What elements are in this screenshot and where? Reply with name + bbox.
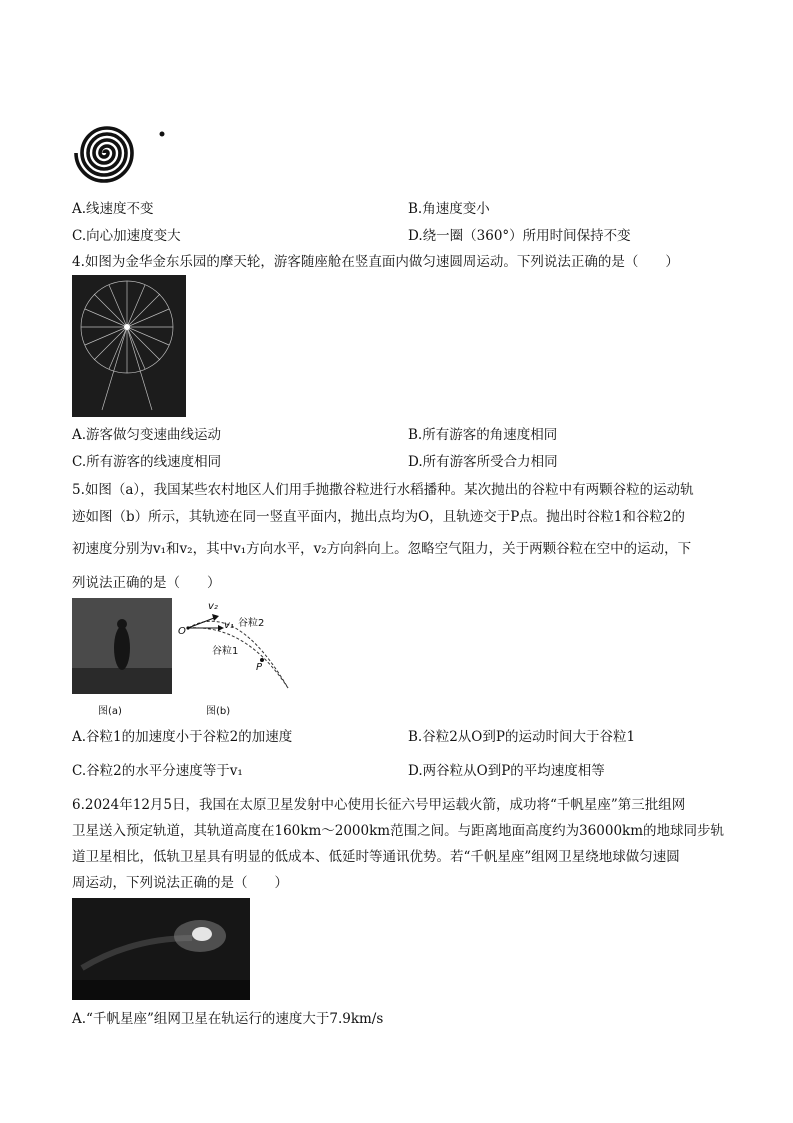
q4-option-a[interactable]: A.游客做匀变速曲线运动 (72, 427, 222, 443)
sowing-photo (72, 598, 172, 694)
q5-option-a[interactable]: A.谷粒1的加速度小于谷粒2的加速度 (72, 729, 293, 745)
q3-option-c[interactable]: C.向心加速度变大 (72, 228, 181, 244)
q5-stem-line-3: 初速度分别为v₁和v₂，其中v₁方向水平，v₂方向斜向上。忽略空气阻力，关于两颗谷粒在空中的运动，下 (72, 541, 692, 557)
rocket-launch-photo (72, 898, 250, 1000)
q5-option-d[interactable]: D.两谷粒从O到P的平均速度相等 (408, 763, 605, 779)
figure-b-caption: 图(b) (206, 706, 231, 717)
q5-option-c[interactable]: C.谷粒2的水平分速度等于v₁ (72, 763, 243, 779)
q4-stem: 4.如图为金华金东乐园的摩天轮，游客随座舱在竖直面内做匀速圆周运动。下列说法正确的是（ ） (72, 254, 679, 270)
point-o-label: O (178, 626, 186, 637)
q5-stem-line-2: 迹如图（b）所示，其轨迹在同一竖直平面内，抛出点均为O，且轨迹交于P点。抛出时谷粒1和谷粒2的 (72, 509, 685, 525)
v1-label: v₁ (224, 620, 234, 631)
q6-option-a[interactable]: A.“千帆星座”组网卫星在轨运行的速度大于7.9km/s (72, 1011, 384, 1027)
ferris-wheel-photo (72, 275, 186, 417)
trajectory-diagram (176, 598, 294, 694)
q3-option-a[interactable]: A.线速度不变 (72, 201, 154, 217)
q6-stem-line-3: 道卫星相比，低轨卫星具有明显的低成本、低延时等通讯优势。若“千帆星座”组网卫星绕地球做匀速圆 (72, 849, 680, 865)
q4-option-c[interactable]: C.所有游客的线速度相同 (72, 454, 222, 470)
spiral-figure (72, 122, 168, 186)
v2-label: v₂ (208, 601, 218, 612)
grain1-label: 谷粒1 (212, 646, 239, 657)
q5-stem-line-1: 5.如图（a），我国某些农村地区人们用手抛撒谷粒进行水稻播种。某次抛出的谷粒中有两颗谷粒的运动轨 (72, 482, 694, 498)
q6-stem-line-1: 6.2024年12月5日，我国在太原卫星发射中心使用长征六号甲运载火箭，成功将“千帆星座”第三批组网 (72, 797, 686, 813)
q4-option-d[interactable]: D.所有游客所受合力相同 (408, 454, 558, 470)
q5-option-b[interactable]: B.谷粒2从O到P的运动时间大于谷粒1 (408, 729, 636, 745)
q6-stem-line-4: 周运动，下列说法正确的是（ ） (72, 875, 288, 891)
figure-a-caption: 图(a) (98, 706, 122, 717)
q6-stem-line-2: 卫星送入预定轨道，其轨道高度在160km～2000km范围之间。与距离地面高度约为36000km的地球同步轨 (72, 823, 725, 839)
point-p-label: P (256, 662, 263, 673)
q5-stem-line-4: 列说法正确的是（ ） (72, 575, 221, 591)
q3-option-b[interactable]: B.角速度变小 (408, 201, 490, 217)
q4-option-b[interactable]: B.所有游客的角速度相同 (408, 427, 558, 443)
q3-option-d[interactable]: D.绕一圈（360°）所用时间保持不变 (408, 228, 631, 244)
grain2-label: 谷粒2 (238, 618, 265, 629)
